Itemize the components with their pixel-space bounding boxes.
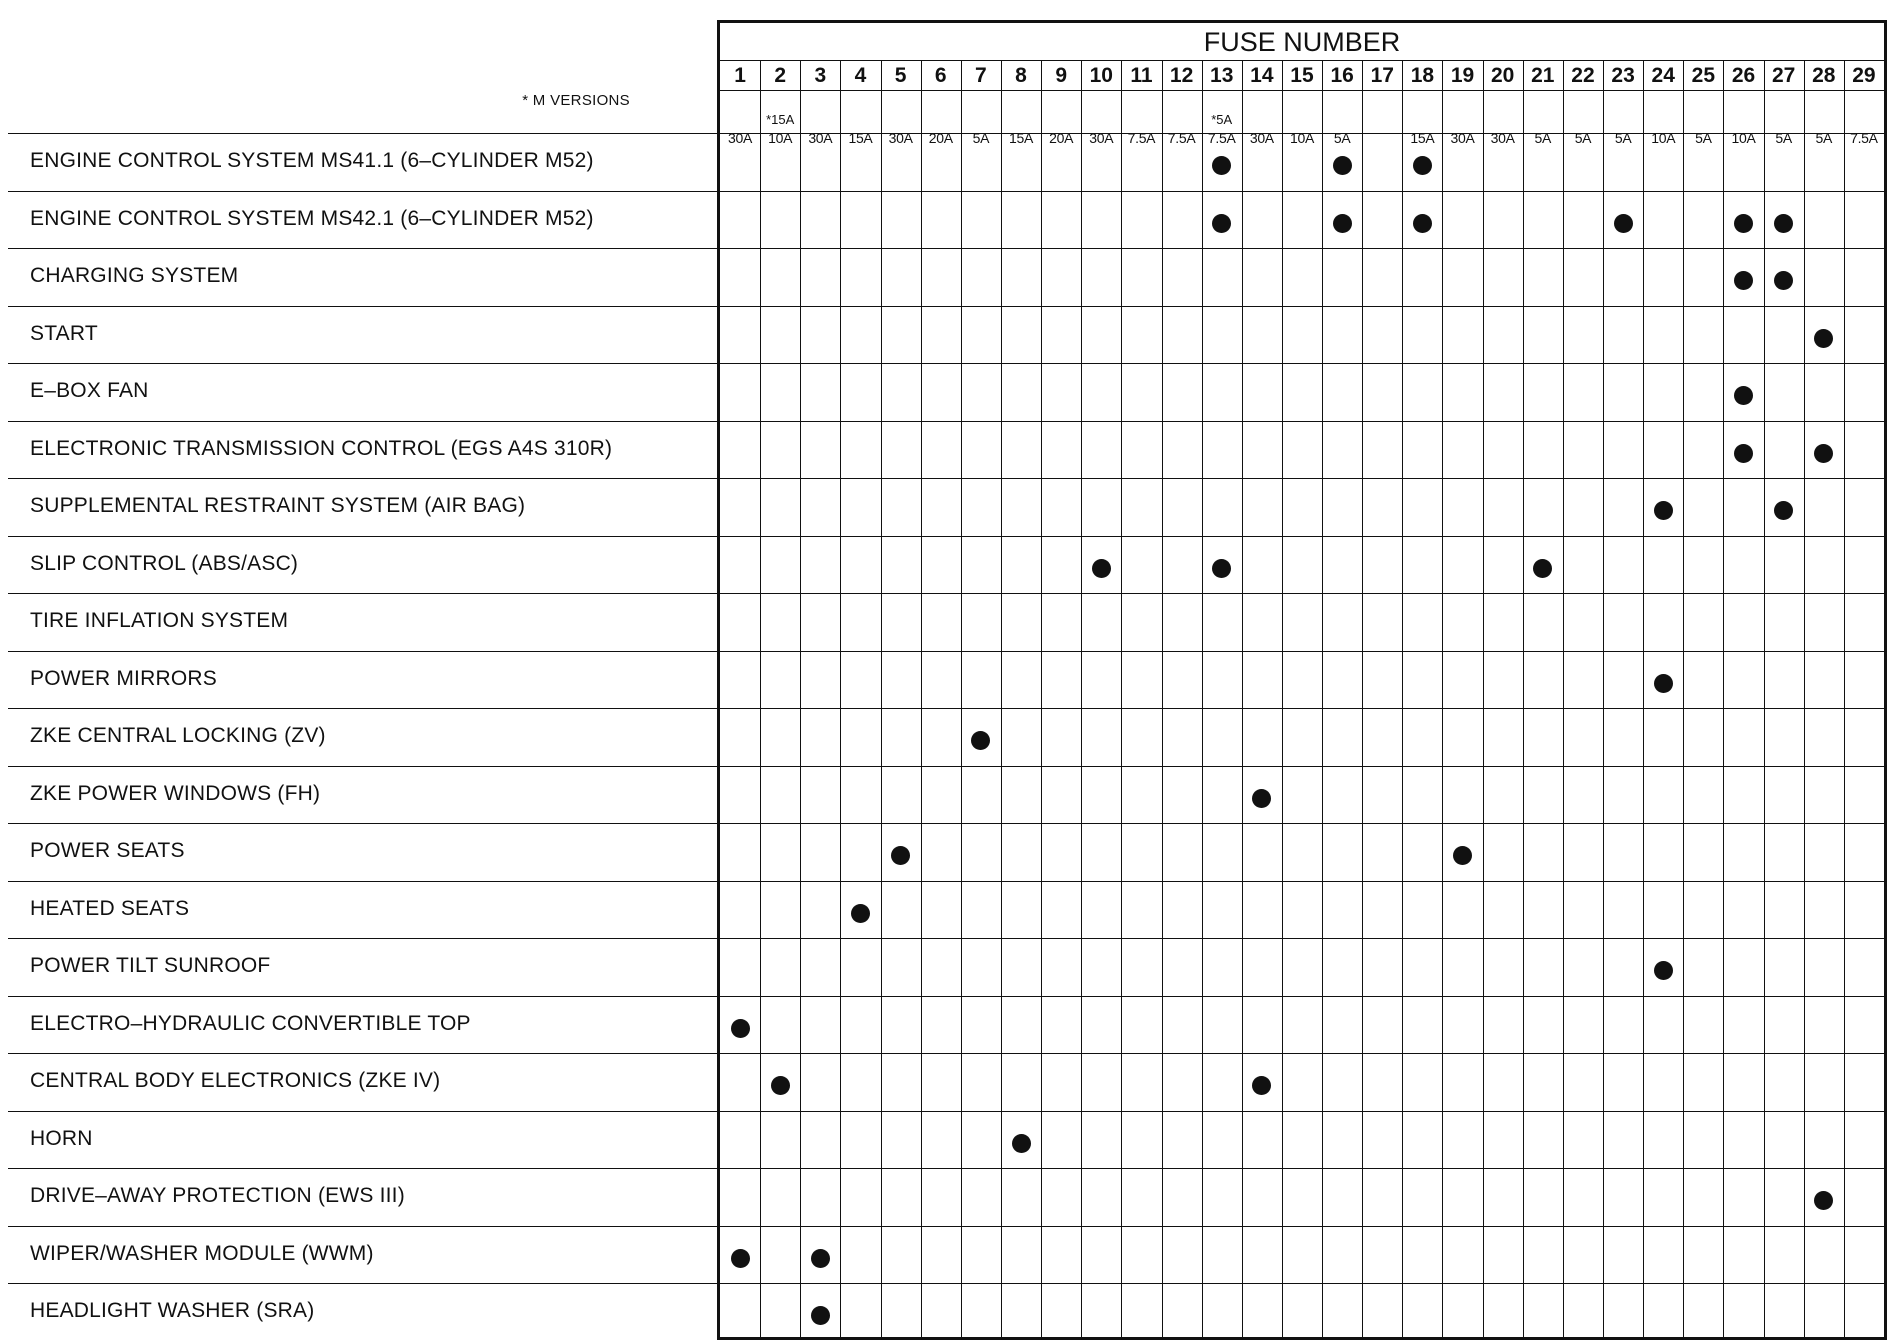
system-label: ENGINE CONTROL SYSTEM MS42.1 (6–CYLINDER M52) [30, 206, 594, 230]
row-divider [720, 1053, 1884, 1054]
fuse-number-21: 21 [1531, 64, 1555, 87]
fuse-dot-28 [1814, 1191, 1833, 1210]
fuse-number-28: 28 [1812, 64, 1836, 87]
row-divider [720, 191, 1884, 192]
fuse-rating-22: 5A [1574, 130, 1592, 146]
system-label: ZKE POWER WINDOWS (FH) [30, 781, 321, 805]
fuse-dot-27 [1774, 214, 1793, 233]
column-divider [1603, 60, 1604, 1337]
column-divider [1041, 60, 1042, 1337]
fuse-number-23: 23 [1611, 64, 1635, 87]
fuse-rating-9: 20A [1049, 130, 1074, 146]
label-row-divider [8, 766, 717, 767]
fuse-number-9: 9 [1055, 64, 1067, 87]
m-versions-note: * M VERSIONS [522, 92, 630, 109]
label-row-divider [8, 1283, 717, 1284]
label-row-divider [8, 478, 717, 479]
label-row-divider [8, 996, 717, 997]
fuse-dot-27 [1774, 501, 1793, 520]
fuse-dot-1 [731, 1019, 750, 1038]
system-label: CENTRAL BODY ELECTRONICS (ZKE IV) [30, 1069, 441, 1092]
label-row-divider [8, 191, 717, 192]
fuse-dot-3 [811, 1306, 830, 1325]
fuse-dot-5 [891, 846, 910, 865]
fuse-dot-18 [1413, 214, 1432, 233]
fuse-dot-13 [1212, 156, 1231, 175]
fuse-rating-3: 30A [808, 130, 833, 146]
label-row-divider [8, 536, 717, 537]
column-divider [1764, 60, 1765, 1337]
column-divider [1442, 60, 1443, 1337]
column-divider [881, 60, 882, 1337]
fuse-number-4: 4 [854, 64, 867, 87]
fuse-dot-27 [1774, 271, 1793, 290]
fuse-dot-3 [811, 1249, 830, 1268]
fuse-rating-7: 5A [972, 130, 990, 146]
fuse-dot-23 [1614, 214, 1633, 233]
fuse-dot-28 [1814, 329, 1833, 348]
row-divider [720, 593, 1884, 594]
row-divider [720, 478, 1884, 479]
fuse-dot-21 [1533, 559, 1552, 578]
label-row-divider [8, 363, 717, 364]
label-row-divider [8, 823, 717, 824]
column-divider [1322, 60, 1323, 1337]
fuse-number-7: 7 [975, 64, 987, 87]
column-divider [840, 60, 841, 1337]
column-divider [1282, 60, 1283, 1337]
system-label: WIPER/WASHER MODULE (WWM) [30, 1241, 374, 1265]
fuse-dot-14 [1252, 1076, 1271, 1095]
fuse-grid [717, 20, 1887, 1340]
system-label: DRIVE–AWAY PROTECTION (EWS III) [30, 1184, 405, 1207]
column-divider [1563, 60, 1564, 1337]
label-row-divider [8, 593, 717, 594]
fuse-number-26: 26 [1731, 64, 1756, 87]
fuse-dot-1 [731, 1249, 750, 1268]
system-label: TIRE INFLATION SYSTEM [30, 609, 289, 632]
row-divider [720, 881, 1884, 882]
system-label: ELECTRONIC TRANSMISSION CONTROL (EGS A4S 310R) [30, 436, 613, 460]
fuse-number-15: 15 [1290, 64, 1314, 87]
column-divider [1683, 60, 1684, 1337]
fuse-rating-21: 5A [1534, 130, 1552, 146]
system-label: SLIP CONTROL (ABS/ASC) [30, 551, 299, 575]
row-divider [720, 766, 1884, 767]
fuse-number-25: 25 [1691, 64, 1716, 87]
system-label: E–BOX FAN [30, 379, 149, 402]
label-row-divider [8, 881, 717, 882]
row-divider [720, 421, 1884, 422]
fuse-rating-8: 15A [1009, 130, 1034, 146]
column-divider [1242, 60, 1243, 1337]
fuse-rating-15: 10A [1289, 130, 1314, 146]
title-divider [720, 60, 1884, 61]
system-label: SUPPLEMENTAL RESTRAINT SYSTEM (AIR BAG) [30, 494, 526, 517]
fuse-number-20: 20 [1490, 64, 1515, 87]
row-divider [720, 363, 1884, 364]
fuse-rating-5: 30A [888, 130, 913, 146]
fuse-dot-24 [1654, 961, 1673, 980]
fuse-rating-29: 7.5A [1850, 130, 1878, 146]
column-divider [1121, 60, 1122, 1337]
fuse-number-14: 14 [1250, 64, 1274, 87]
column-divider [961, 60, 962, 1337]
fuse-number-11: 11 [1130, 64, 1153, 87]
fuse-m-version-rating-13: *5A [1211, 112, 1233, 127]
fuse-rating-26: 10A [1731, 130, 1756, 146]
label-row-divider [8, 421, 717, 422]
system-label: HEADLIGHT WASHER (SRA) [30, 1299, 315, 1322]
fuse-rating-20: 30A [1490, 130, 1515, 146]
fuse-dot-19 [1453, 846, 1472, 865]
system-label: HEATED SEATS [30, 896, 190, 920]
column-divider [1362, 60, 1363, 1337]
fuse-dot-16 [1333, 156, 1352, 175]
fuse-rating-23: 5A [1614, 130, 1632, 146]
column-divider [1081, 60, 1082, 1337]
header-divider [720, 133, 1884, 134]
system-label: POWER TILT SUNROOF [30, 954, 271, 977]
fuse-rating-10: 30A [1089, 130, 1114, 146]
column-divider [760, 60, 761, 1337]
row-divider [720, 708, 1884, 709]
label-row-divider [8, 133, 717, 134]
fuse-rating-28: 5A [1815, 130, 1833, 146]
fuse-rating-12: 7.5A [1167, 130, 1196, 146]
column-divider [1804, 60, 1805, 1337]
fuse-dot-16 [1333, 214, 1352, 233]
system-label: START [30, 321, 98, 345]
row-divider [720, 1168, 1884, 1169]
row-divider [720, 1283, 1884, 1284]
fuse-dot-10 [1092, 559, 1111, 578]
label-row-divider [8, 1168, 717, 1169]
fuse-number-19: 19 [1450, 64, 1475, 87]
fuse-rating-4: 15A [848, 130, 873, 146]
fuse-rating-14: 30A [1249, 130, 1274, 146]
fuse-rating-6: 20A [928, 130, 953, 146]
fuse-rating-17 [1362, 129, 1402, 147]
column-divider [1402, 60, 1403, 1337]
fuse-number-2: 2 [774, 64, 787, 87]
fuse-dot-18 [1413, 156, 1432, 175]
row-divider [720, 248, 1884, 249]
system-label: ZKE CENTRAL LOCKING (ZV) [30, 724, 326, 747]
fuse-number-17: 17 [1370, 64, 1394, 87]
row-divider [720, 938, 1884, 939]
column-divider [1723, 60, 1724, 1337]
fuse-number-22: 22 [1571, 64, 1595, 87]
fuse-rating-1: 30A [728, 130, 753, 146]
fuse-dot-24 [1654, 674, 1673, 693]
fuse-dot-26 [1734, 444, 1753, 463]
fuse-dot-26 [1734, 386, 1753, 405]
fuse-rating-13: 7.5A [1207, 130, 1236, 146]
fuse-number-12: 12 [1169, 64, 1194, 87]
fuse-dot-13 [1212, 559, 1231, 578]
fuse-rating-11: 7.5A [1127, 130, 1156, 146]
fuse-dot-24 [1654, 501, 1673, 520]
fuse-dot-26 [1734, 271, 1753, 290]
label-row-divider [8, 1226, 717, 1227]
column-divider [1162, 60, 1163, 1337]
label-row-divider [8, 1053, 717, 1054]
system-label: ENGINE CONTROL SYSTEM MS41.1 (6–CYLINDER M52) [30, 149, 594, 172]
system-label: POWER SEATS [30, 839, 185, 862]
fuse-rating-24: 10A [1651, 130, 1676, 146]
row-divider [720, 1226, 1884, 1227]
system-label: HORN [30, 1126, 93, 1150]
fuse-rating-2: 10A [768, 130, 793, 146]
column-divider [1001, 60, 1002, 1337]
fuse-number-1: 1 [734, 64, 746, 87]
fuse-number-5: 5 [894, 64, 907, 87]
fuse-number-18: 18 [1410, 64, 1435, 87]
fuse-rating-19: 30A [1450, 130, 1475, 146]
fuse-dot-28 [1814, 444, 1833, 463]
fuse-rating-18: 15A [1410, 130, 1435, 146]
fuse-dot-13 [1212, 214, 1231, 233]
system-label: ELECTRO–HYDRAULIC CONVERTIBLE TOP [30, 1011, 471, 1035]
fuse-rating-16: 5A [1333, 130, 1351, 146]
fuse-number-10: 10 [1089, 64, 1113, 87]
fuse-dot-4 [851, 904, 870, 923]
label-row-divider [8, 651, 717, 652]
fuse-number-27: 27 [1771, 64, 1796, 87]
label-row-divider [8, 306, 717, 307]
fuse-number-8: 8 [1015, 64, 1027, 87]
label-row-divider [8, 1111, 717, 1112]
column-divider [1643, 60, 1644, 1337]
fuse-dot-8 [1012, 1134, 1031, 1153]
fuse-number-6: 6 [934, 64, 947, 87]
system-label: CHARGING SYSTEM [30, 264, 239, 287]
row-divider [720, 1111, 1884, 1112]
fuse-number-16: 16 [1330, 64, 1354, 87]
fuse-number-13: 13 [1210, 64, 1234, 87]
column-divider [800, 60, 801, 1337]
row-divider [720, 651, 1884, 652]
row-divider [720, 536, 1884, 537]
column-divider [1202, 60, 1203, 1337]
fuse-rating-27: 5A [1775, 130, 1792, 146]
label-row-divider [8, 708, 717, 709]
row-divider [720, 823, 1884, 824]
fuse-m-version-rating-2: *15A [766, 112, 795, 127]
system-labels-column [8, 0, 717, 1344]
label-row-divider [8, 938, 717, 939]
label-row-divider [8, 248, 717, 249]
fuse-number-title: FUSE NUMBER [1203, 27, 1401, 57]
fuse-rating-25: 5A [1695, 130, 1712, 146]
row-divider [720, 996, 1884, 997]
fuse-number-3: 3 [814, 64, 827, 87]
fuse-dot-14 [1252, 789, 1271, 808]
column-divider [921, 60, 922, 1337]
column-divider [1483, 60, 1484, 1337]
fuse-number-24: 24 [1651, 64, 1675, 87]
column-divider [1523, 60, 1524, 1337]
number-divider [720, 90, 1884, 91]
fuse-dot-2 [771, 1076, 790, 1095]
system-label: POWER MIRRORS [30, 666, 217, 690]
fuse-dot-26 [1734, 214, 1753, 233]
column-divider [1844, 60, 1845, 1337]
fuse-number-29: 29 [1852, 64, 1876, 87]
row-divider [720, 306, 1884, 307]
fuse-dot-7 [971, 731, 990, 750]
